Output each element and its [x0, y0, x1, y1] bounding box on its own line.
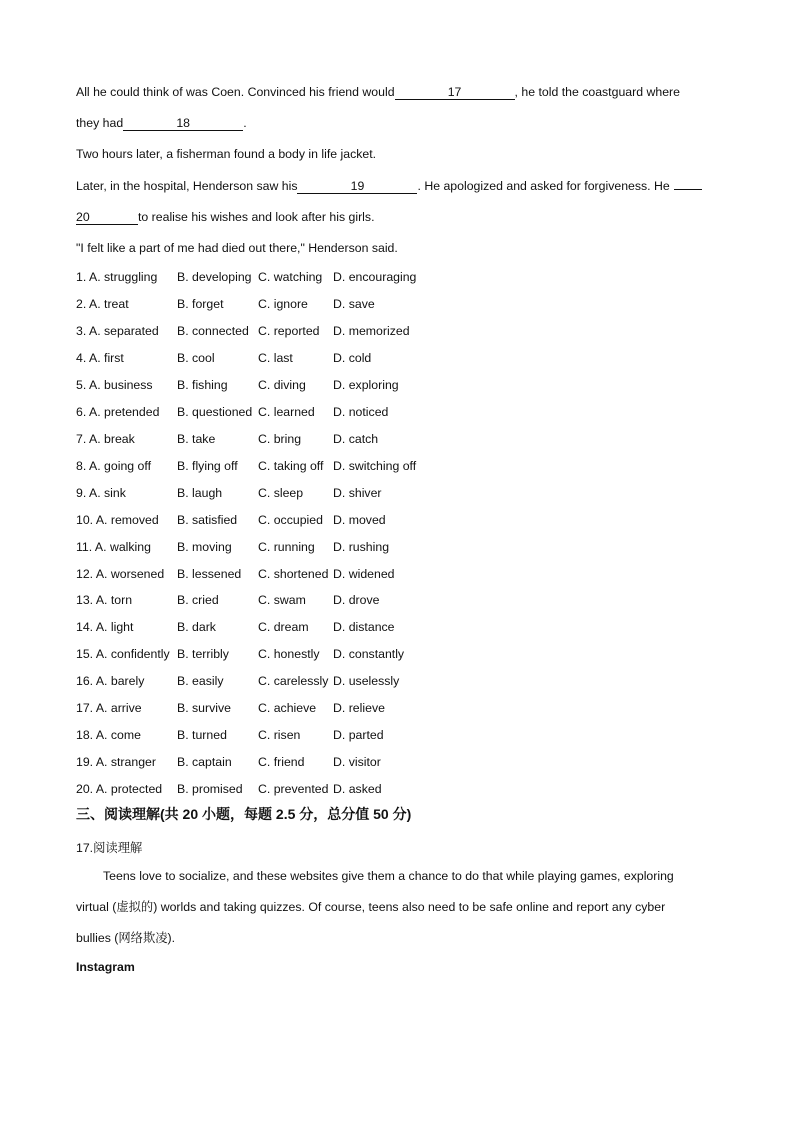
- blank-20: 20: [76, 210, 138, 225]
- option-b: B. take: [177, 431, 216, 446]
- option-c: C. prevented: [258, 782, 329, 796]
- option-a: 15. A. confidently: [76, 647, 170, 662]
- option-c: C. ignore: [258, 296, 308, 311]
- option-a: 14. A. light: [76, 620, 134, 635]
- option-d: D. save: [333, 296, 375, 311]
- option-d: D. switching off: [333, 458, 417, 473]
- option-row: [76, 592, 476, 608]
- passage-text: All he could think of was Coen. Convinced his friend would: [76, 85, 395, 99]
- option-a: 5. A. business: [76, 377, 153, 392]
- passage-text: to realise his wishes and look after his girls.: [138, 210, 375, 224]
- option-b: B. cried: [177, 593, 219, 608]
- option-d: D. cold: [333, 350, 372, 365]
- passage-line-4: [76, 178, 702, 194]
- option-a: 3. A. separated: [76, 323, 159, 338]
- option-row: [76, 296, 476, 312]
- option-row: [76, 619, 476, 635]
- option-c: C. swam: [258, 593, 306, 608]
- option-c: C. reported: [258, 323, 320, 338]
- intro-line-3: bullies (网络欺凌).: [76, 931, 176, 945]
- option-row: [76, 754, 476, 770]
- option-c: C. friend: [258, 755, 305, 770]
- option-c: C. honestly: [258, 647, 320, 662]
- option-a: 11. A. walking: [76, 539, 151, 554]
- option-row: [76, 727, 476, 743]
- blank-17: 17: [395, 85, 515, 100]
- option-row: [76, 646, 476, 662]
- option-d: D. shiver: [333, 485, 382, 500]
- intro-line-2: virtual (虚拟的) worlds and taking quizzes. Of course, teens also need to be safe online and report any cyber: [76, 900, 666, 914]
- intro-line-1: Teens love to socialize, and these websites give them a chance to do that while playing games, exploring: [103, 869, 674, 883]
- option-row: [76, 404, 476, 420]
- option-d: D. memorized: [333, 323, 410, 338]
- option-row: [76, 323, 476, 339]
- option-d: D. asked: [333, 782, 382, 796]
- passage-text: . He apologized and asked for forgiveness. He: [417, 179, 670, 193]
- option-b: B. fishing: [177, 377, 228, 392]
- option-c: C. learned: [258, 404, 315, 419]
- option-d: D. widened: [333, 566, 395, 581]
- option-d: D. moved: [333, 512, 386, 527]
- blank-19: 19: [297, 179, 417, 194]
- option-b: B. forget: [177, 296, 224, 311]
- option-b: B. lessened: [177, 566, 242, 581]
- option-a: 18. A. come: [76, 728, 141, 743]
- passage-line-5: [76, 209, 374, 225]
- option-row: [76, 566, 476, 582]
- option-c: C. risen: [258, 728, 301, 743]
- passage-text: , he told the coastguard where: [514, 85, 680, 99]
- option-b: B. laugh: [177, 485, 223, 500]
- passage-line-3: Two hours later, a fisherman found a body in life jacket.: [76, 147, 377, 161]
- option-d: D. noticed: [333, 404, 389, 419]
- option-c: C. sleep: [258, 485, 304, 500]
- option-b: B. captain: [177, 755, 232, 770]
- option-a: 16. A. barely: [76, 674, 145, 689]
- option-a: 10. A. removed: [76, 512, 159, 527]
- option-b: B. connected: [177, 323, 249, 338]
- option-row: [76, 485, 476, 501]
- option-d: D. visitor: [333, 755, 381, 770]
- option-a: 20. A. protected: [76, 782, 163, 796]
- option-row: [76, 781, 476, 797]
- subheading-instagram: Instagram: [76, 960, 135, 974]
- blank-20-start: [674, 189, 702, 190]
- passage-line-1: [76, 84, 680, 100]
- option-b: B. survive: [177, 701, 231, 716]
- option-b: B. terribly: [177, 647, 229, 662]
- option-a: 7. A. break: [76, 431, 135, 446]
- passage-text: they had: [76, 116, 124, 130]
- option-a: 4. A. first: [76, 350, 124, 365]
- question-label: 17.阅读理解: [76, 841, 143, 855]
- option-b: B. promised: [177, 782, 243, 796]
- option-a: 8. A. going off: [76, 458, 151, 473]
- option-b: B. cool: [177, 350, 215, 365]
- option-row: [76, 431, 476, 447]
- option-row: [76, 539, 476, 555]
- passage-line-6: "I felt like a part of me had died out there," Henderson said.: [76, 241, 398, 255]
- option-a: 1. A. struggling: [76, 270, 158, 284]
- option-d: D. relieve: [333, 701, 385, 716]
- option-c: C. bring: [258, 431, 302, 446]
- option-c: C. taking off: [258, 458, 324, 473]
- option-c: C. occupied: [258, 512, 323, 527]
- option-c: C. running: [258, 539, 315, 554]
- option-d: D. uselessly: [333, 674, 400, 689]
- option-row: [76, 377, 476, 393]
- option-c: C. diving: [258, 377, 306, 392]
- option-d: D. parted: [333, 728, 384, 743]
- option-b: B. moving: [177, 539, 232, 554]
- option-row: [76, 673, 476, 689]
- option-d: D. rushing: [333, 539, 390, 554]
- option-a: 9. A. sink: [76, 485, 126, 500]
- option-c: C. dream: [258, 620, 309, 635]
- option-b: B. questioned: [177, 404, 253, 419]
- option-row: [76, 458, 476, 474]
- option-b: B. satisfied: [177, 512, 238, 527]
- blank-18: 18: [123, 116, 243, 131]
- passage-line-2: [76, 115, 247, 131]
- option-b: B. easily: [177, 674, 224, 689]
- option-row: [76, 512, 476, 528]
- option-d: D. encouraging: [333, 270, 417, 284]
- option-d: D. catch: [333, 431, 379, 446]
- option-row: [76, 700, 476, 716]
- passage-text: .: [243, 116, 247, 130]
- option-b: B. flying off: [177, 458, 238, 473]
- option-c: C. watching: [258, 270, 323, 284]
- option-b: B. turned: [177, 728, 227, 743]
- option-d: D. drove: [333, 593, 380, 608]
- option-a: 6. A. pretended: [76, 404, 160, 419]
- option-row: [76, 350, 476, 366]
- passage-text: Later, in the hospital, Henderson saw his: [76, 179, 298, 193]
- section-heading: 三、阅读理解(共 20 小题，每题 2.5 分，总分值 50 分): [76, 806, 412, 822]
- option-b: B. developing: [177, 270, 252, 284]
- option-a: 19. A. stranger: [76, 755, 156, 770]
- option-d: D. exploring: [333, 377, 399, 392]
- option-a: 12. A. worsened: [76, 566, 165, 581]
- option-d: D. distance: [333, 620, 395, 635]
- option-a: 17. A. arrive: [76, 701, 142, 716]
- option-c: C. carelessly: [258, 674, 329, 689]
- option-c: C. last: [258, 350, 293, 365]
- option-c: C. shortened: [258, 566, 329, 581]
- option-a: 13. A. torn: [76, 593, 133, 608]
- option-a: 2. A. treat: [76, 296, 129, 311]
- option-b: B. dark: [177, 620, 216, 635]
- option-c: C. achieve: [258, 701, 317, 716]
- option-row: [76, 269, 476, 285]
- option-d: D. constantly: [333, 647, 405, 662]
